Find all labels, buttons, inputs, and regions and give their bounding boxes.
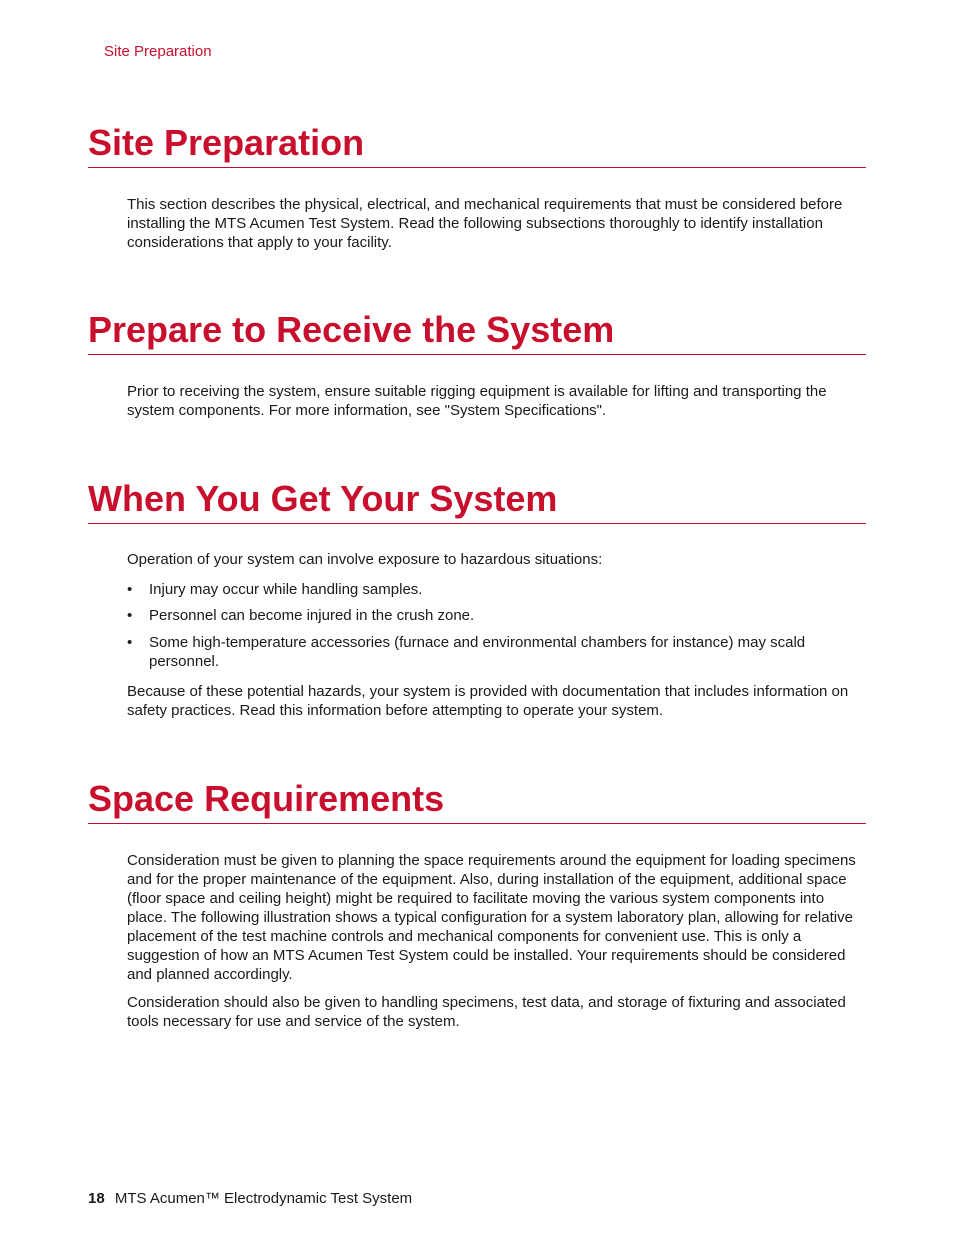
- list-item: [127, 633, 866, 671]
- list-item: [127, 606, 866, 625]
- paragraph: Consideration should also be given to handling specimens, test data, and storage of fixturing and associated tools necessary for use and service of the system.: [127, 994, 846, 1031]
- bullet-icon: •: [127, 634, 133, 652]
- bullet-icon: •: [127, 581, 133, 599]
- paragraph: Prior to receiving the system, ensure suitable rigging equipment is available for lifting and transporting the system components. For more information, see "System Specifications".: [127, 383, 827, 420]
- list-item: [127, 580, 866, 599]
- intro-paragraph: Operation of your system can involve exposure to hazardous situations:: [127, 551, 603, 569]
- section-space-requirements: [88, 778, 866, 1031]
- section-heading: Space Requirements: [88, 778, 866, 824]
- bullet-icon: •: [127, 607, 133, 625]
- section-when-you-get-your-system: [88, 478, 866, 720]
- section-heading: Site Preparation: [88, 122, 866, 168]
- footer-doc-title: MTS Acumen™ Electrodynamic Test System: [114, 1190, 413, 1207]
- page-footer: [88, 1190, 412, 1207]
- outro-paragraph: Because of these potential hazards, your system is provided with documentation that includes information on safety practices. Read this information before attempting to operate your system.: [127, 683, 849, 720]
- list-item-text: Personnel can become injured in the crush zone.: [149, 607, 475, 625]
- section-body: [127, 550, 866, 720]
- section-body: [127, 382, 866, 420]
- section-heading: When You Get Your System: [88, 478, 866, 524]
- paragraph: This section describes the physical, electrical, and mechanical requirements that must be considered before installing the MTS Acumen Test System. Read the following subsections thoroughly to identify installation considerations that apply to your facility.: [127, 196, 843, 252]
- running-header: Site Preparation: [104, 43, 212, 60]
- section-body: [127, 195, 866, 252]
- paragraph: Consideration must be given to planning the space requirements around the equipment for loading specimens and for the proper maintenance of the equipment. Also, during installation of the equipment, additional space (floor space and ceiling height) might be required to facilitate moving the various system components into place. The following illustration shows a typical configuration for a system laboratory plan, allowing for relative placement of the test machine controls and mechanical components for convenient use. This is only a suggestion of how an MTS Acumen Test System could be installed. Your requirements should be considered and planned accordingly.: [127, 852, 856, 984]
- hazard-list: [127, 580, 866, 671]
- section-site-preparation: [88, 122, 866, 252]
- section-heading: Prepare to Receive the System: [88, 309, 866, 355]
- list-item-text: Injury may occur while handling samples.: [149, 581, 423, 599]
- page-number: 18: [88, 1190, 105, 1207]
- list-item-text: Some high-temperature accessories (furnace and environmental chambers for instance) may scald personnel.: [149, 634, 806, 671]
- section-prepare-to-receive: [88, 309, 866, 420]
- section-body: [127, 851, 866, 1031]
